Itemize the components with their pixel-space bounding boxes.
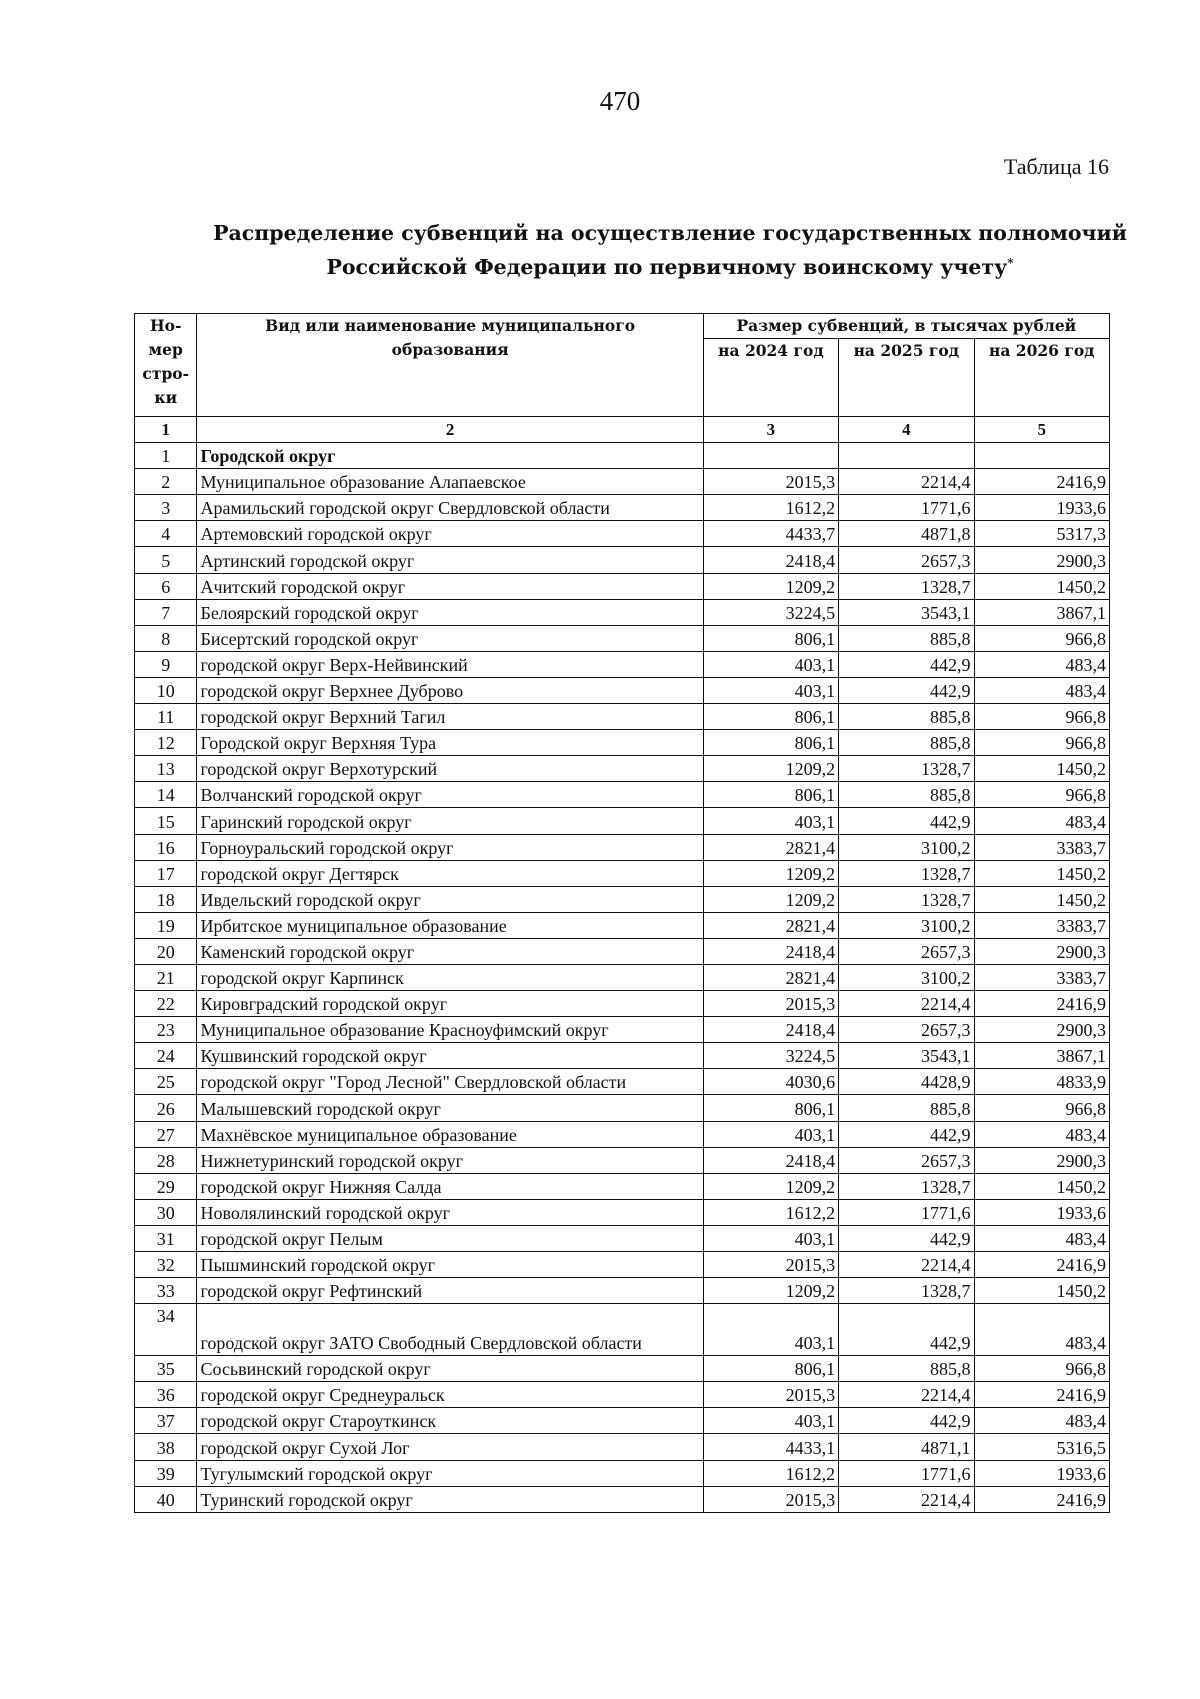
row-number-cell: 38 bbox=[135, 1434, 197, 1460]
row-number-cell: 27 bbox=[135, 1121, 197, 1147]
table-row bbox=[135, 1043, 1110, 1069]
amount-2025-cell: 3100,2 bbox=[839, 834, 974, 860]
table-row bbox=[135, 651, 1110, 677]
amount-2024-cell: 403,1 bbox=[703, 1121, 838, 1147]
amount-2025-cell: 2214,4 bbox=[839, 1486, 974, 1512]
municipality-name-cell: Муниципальное образование Алапаевское bbox=[197, 469, 703, 495]
header-index-cell: 2 bbox=[197, 417, 703, 443]
amount-2026-cell: 3383,7 bbox=[974, 964, 1109, 990]
header-row-number: Но- мер стро- ки bbox=[135, 314, 197, 417]
municipality-name-cell: Новолялинский городской округ bbox=[197, 1199, 703, 1225]
municipality-name-cell: Махнёвское муниципальное образование bbox=[197, 1121, 703, 1147]
row-number-cell: 20 bbox=[135, 938, 197, 964]
table-row bbox=[135, 1121, 1110, 1147]
header-amount-group: Размер субвенций, в тысячах рублей bbox=[703, 314, 1109, 339]
amount-2025-cell: 1328,7 bbox=[839, 756, 974, 782]
row-number-cell: 37 bbox=[135, 1408, 197, 1434]
table-row bbox=[135, 1434, 1110, 1460]
amount-2026-cell: 1450,2 bbox=[974, 1173, 1109, 1199]
table-row bbox=[135, 1252, 1110, 1278]
amount-2026-cell: 483,4 bbox=[974, 677, 1109, 703]
amount-2024-cell: 1209,2 bbox=[703, 573, 838, 599]
amount-2024-cell: 403,1 bbox=[703, 808, 838, 834]
table-row bbox=[135, 886, 1110, 912]
amount-2026-cell: 483,4 bbox=[974, 651, 1109, 677]
table-row bbox=[135, 860, 1110, 886]
row-number-cell: 17 bbox=[135, 860, 197, 886]
municipality-name-cell: Муниципальное образование Красноуфимский округ bbox=[197, 1017, 703, 1043]
amount-2024-cell: 2418,4 bbox=[703, 938, 838, 964]
municipality-name-cell: городской округ Дегтярск bbox=[197, 860, 703, 886]
amount-2025-cell: 1328,7 bbox=[839, 573, 974, 599]
table-row bbox=[135, 625, 1110, 651]
row-number-cell: 26 bbox=[135, 1095, 197, 1121]
amount-2026-cell: 483,4 bbox=[974, 1121, 1109, 1147]
amount-2026-cell: 1450,2 bbox=[974, 1278, 1109, 1304]
amount-2025-cell: 442,9 bbox=[839, 1408, 974, 1434]
table-row bbox=[135, 1486, 1110, 1512]
amount-2024-cell: 806,1 bbox=[703, 782, 838, 808]
amount-2024-cell: 2015,3 bbox=[703, 1252, 838, 1278]
amount-2025-cell: 2657,3 bbox=[839, 547, 974, 573]
row-number-cell: 13 bbox=[135, 756, 197, 782]
amount-2025-cell: 3100,2 bbox=[839, 912, 974, 938]
amount-2026-cell: 1450,2 bbox=[974, 573, 1109, 599]
amount-2025-cell: 2214,4 bbox=[839, 469, 974, 495]
amount-2026-cell: 5317,3 bbox=[974, 521, 1109, 547]
amount-2026-cell: 2416,9 bbox=[974, 1486, 1109, 1512]
header-index-cell: 5 bbox=[974, 417, 1109, 443]
header-index-cell: 4 bbox=[839, 417, 974, 443]
amount-2025-cell: 1328,7 bbox=[839, 860, 974, 886]
amount-2025-cell: 4871,8 bbox=[839, 521, 974, 547]
table-row bbox=[135, 1173, 1110, 1199]
amount-2026-cell: 3383,7 bbox=[974, 834, 1109, 860]
amount-2026-cell: 1933,6 bbox=[974, 1460, 1109, 1486]
row-number-cell: 19 bbox=[135, 912, 197, 938]
table-row bbox=[135, 1278, 1110, 1304]
amount-2026-cell: 3867,1 bbox=[974, 1043, 1109, 1069]
amount-2026-cell: 966,8 bbox=[974, 1356, 1109, 1382]
row-number-cell: 34 bbox=[135, 1304, 197, 1356]
municipality-name-cell: Городской округ bbox=[197, 443, 703, 469]
table-title bbox=[0, 216, 1200, 284]
table-row bbox=[135, 1408, 1110, 1434]
title-line-2 bbox=[0, 250, 1200, 284]
table-row bbox=[135, 1304, 1110, 1356]
municipality-name-cell: Сосьвинский городской округ bbox=[197, 1356, 703, 1382]
row-number-cell: 3 bbox=[135, 495, 197, 521]
row-number-cell: 7 bbox=[135, 599, 197, 625]
amount-2024-cell: 4433,7 bbox=[703, 521, 838, 547]
amount-2025-cell: 4428,9 bbox=[839, 1069, 974, 1095]
row-number-cell: 18 bbox=[135, 886, 197, 912]
municipality-name-cell: Артинский городской округ bbox=[197, 547, 703, 573]
table-row bbox=[135, 1095, 1110, 1121]
amount-2024-cell: 2418,4 bbox=[703, 1147, 838, 1173]
municipality-name-cell: городской округ Верхотурский bbox=[197, 756, 703, 782]
header-year-2024: на 2024 год bbox=[703, 339, 838, 417]
amount-2024-cell: 403,1 bbox=[703, 1225, 838, 1251]
row-number-cell: 15 bbox=[135, 808, 197, 834]
row-number-cell: 16 bbox=[135, 834, 197, 860]
table-row bbox=[135, 1382, 1110, 1408]
municipality-name-cell: Ивдельский городской округ bbox=[197, 886, 703, 912]
municipality-name-cell: Горноуральский городской округ bbox=[197, 834, 703, 860]
amount-2024-cell: 4030,6 bbox=[703, 1069, 838, 1095]
amount-2025-cell: 885,8 bbox=[839, 730, 974, 756]
amount-2025-cell: 442,9 bbox=[839, 1304, 974, 1356]
footnote-mark: * bbox=[1007, 256, 1014, 270]
row-number-cell: 1 bbox=[135, 443, 197, 469]
municipality-name-cell: Волчанский городской округ bbox=[197, 782, 703, 808]
amount-2026-cell: 966,8 bbox=[974, 730, 1109, 756]
municipality-name-cell: Гаринский городской округ bbox=[197, 808, 703, 834]
table-row bbox=[135, 1069, 1110, 1095]
amount-2026-cell bbox=[974, 443, 1109, 469]
amount-2026-cell: 966,8 bbox=[974, 625, 1109, 651]
amount-2024-cell: 2015,3 bbox=[703, 469, 838, 495]
amount-2024-cell: 3224,5 bbox=[703, 599, 838, 625]
table-row bbox=[135, 1356, 1110, 1382]
municipality-name-cell: Ачитский городской округ bbox=[197, 573, 703, 599]
table-row bbox=[135, 964, 1110, 990]
municipality-name-cell: городской округ Верх-Нейвинский bbox=[197, 651, 703, 677]
amount-2024-cell: 1612,2 bbox=[703, 1460, 838, 1486]
municipality-name-cell: городской округ Пелым bbox=[197, 1225, 703, 1251]
municipality-name-cell: городской округ Среднеуральск bbox=[197, 1382, 703, 1408]
page-number: 470 bbox=[599, 86, 641, 116]
row-number-cell: 11 bbox=[135, 704, 197, 730]
amount-2025-cell: 1328,7 bbox=[839, 1173, 974, 1199]
amount-2026-cell: 2900,3 bbox=[974, 547, 1109, 573]
amount-2026-cell: 3867,1 bbox=[974, 599, 1109, 625]
amount-2024-cell: 1612,2 bbox=[703, 1199, 838, 1225]
table-row bbox=[135, 808, 1110, 834]
municipality-name-cell: Кушвинский городской округ bbox=[197, 1043, 703, 1069]
municipality-name-cell: городской округ Нижняя Салда bbox=[197, 1173, 703, 1199]
table-row bbox=[135, 573, 1110, 599]
municipality-name-cell: городской округ Карпинск bbox=[197, 964, 703, 990]
row-number-cell: 33 bbox=[135, 1278, 197, 1304]
table-row bbox=[135, 756, 1110, 782]
row-number-cell: 40 bbox=[135, 1486, 197, 1512]
amount-2026-cell: 1450,2 bbox=[974, 756, 1109, 782]
amount-2024-cell: 403,1 bbox=[703, 1408, 838, 1434]
subvention-table bbox=[134, 313, 1110, 1513]
amount-2025-cell bbox=[839, 443, 974, 469]
amount-2026-cell: 483,4 bbox=[974, 1304, 1109, 1356]
row-number-cell: 29 bbox=[135, 1173, 197, 1199]
table-row bbox=[135, 834, 1110, 860]
table-body bbox=[135, 443, 1110, 1513]
amount-2025-cell: 4871,1 bbox=[839, 1434, 974, 1460]
row-number-cell: 4 bbox=[135, 521, 197, 547]
amount-2025-cell: 2657,3 bbox=[839, 1147, 974, 1173]
amount-2026-cell: 2416,9 bbox=[974, 1252, 1109, 1278]
table-row bbox=[135, 991, 1110, 1017]
municipality-name-cell: Белоярский городской округ bbox=[197, 599, 703, 625]
municipality-name-cell: Каменский городской округ bbox=[197, 938, 703, 964]
amount-2026-cell: 483,4 bbox=[974, 1225, 1109, 1251]
amount-2025-cell: 1328,7 bbox=[839, 886, 974, 912]
amount-2024-cell: 1209,2 bbox=[703, 1173, 838, 1199]
row-number-cell: 14 bbox=[135, 782, 197, 808]
municipality-name-cell: Артемовский городской округ bbox=[197, 521, 703, 547]
table-row bbox=[135, 521, 1110, 547]
row-number-cell: 10 bbox=[135, 677, 197, 703]
municipality-name-cell: городской округ "Город Лесной" Свердловской области bbox=[197, 1069, 703, 1095]
amount-2024-cell: 3224,5 bbox=[703, 1043, 838, 1069]
table-row bbox=[135, 547, 1110, 573]
amount-2024-cell: 806,1 bbox=[703, 704, 838, 730]
header-municipality-name: Вид или наименование муниципального образования bbox=[197, 314, 703, 417]
municipality-name-cell: городской округ Сухой Лог bbox=[197, 1434, 703, 1460]
row-number-cell: 30 bbox=[135, 1199, 197, 1225]
header-year-2026: на 2026 год bbox=[974, 339, 1109, 417]
amount-2026-cell: 483,4 bbox=[974, 1408, 1109, 1434]
row-number-cell: 21 bbox=[135, 964, 197, 990]
amount-2026-cell: 2416,9 bbox=[974, 1382, 1109, 1408]
table-row bbox=[135, 677, 1110, 703]
header-index-cell: 3 bbox=[703, 417, 838, 443]
table-row bbox=[135, 1147, 1110, 1173]
amount-2026-cell: 2416,9 bbox=[974, 991, 1109, 1017]
amount-2024-cell: 1209,2 bbox=[703, 756, 838, 782]
row-number-cell: 32 bbox=[135, 1252, 197, 1278]
amount-2025-cell: 1771,6 bbox=[839, 495, 974, 521]
municipality-name-cell: городской округ Рефтинский bbox=[197, 1278, 703, 1304]
amount-2025-cell: 442,9 bbox=[839, 651, 974, 677]
row-number-cell: 36 bbox=[135, 1382, 197, 1408]
amount-2026-cell: 966,8 bbox=[974, 782, 1109, 808]
amount-2025-cell: 442,9 bbox=[839, 808, 974, 834]
table-row bbox=[135, 469, 1110, 495]
municipality-name-cell: Пышминский городской округ bbox=[197, 1252, 703, 1278]
amount-2025-cell: 1771,6 bbox=[839, 1199, 974, 1225]
row-number-cell: 35 bbox=[135, 1356, 197, 1382]
amount-2024-cell: 1209,2 bbox=[703, 860, 838, 886]
table-row bbox=[135, 1199, 1110, 1225]
amount-2024-cell: 2821,4 bbox=[703, 834, 838, 860]
amount-2025-cell: 1771,6 bbox=[839, 1460, 974, 1486]
header-index-cell: 1 bbox=[135, 417, 197, 443]
row-number-cell: 25 bbox=[135, 1069, 197, 1095]
row-number-cell: 2 bbox=[135, 469, 197, 495]
amount-2025-cell: 885,8 bbox=[839, 704, 974, 730]
amount-2026-cell: 2416,9 bbox=[974, 469, 1109, 495]
municipality-name-cell: Туринский городской округ bbox=[197, 1486, 703, 1512]
municipality-name-cell: Тугулымский городской округ bbox=[197, 1460, 703, 1486]
amount-2024-cell: 2015,3 bbox=[703, 1486, 838, 1512]
amount-2026-cell: 2900,3 bbox=[974, 938, 1109, 964]
row-number-cell: 6 bbox=[135, 573, 197, 599]
table-row bbox=[135, 599, 1110, 625]
row-number-cell: 24 bbox=[135, 1043, 197, 1069]
table-label: Таблица 16 bbox=[1003, 154, 1109, 179]
amount-2025-cell: 442,9 bbox=[839, 1121, 974, 1147]
amount-2025-cell: 3543,1 bbox=[839, 1043, 974, 1069]
amount-2025-cell: 3543,1 bbox=[839, 599, 974, 625]
municipality-name-cell: Кировградский городской округ bbox=[197, 991, 703, 1017]
header-year-2025: на 2025 год bbox=[839, 339, 974, 417]
amount-2024-cell: 2015,3 bbox=[703, 1382, 838, 1408]
table-row bbox=[135, 495, 1110, 521]
amount-2025-cell: 885,8 bbox=[839, 1356, 974, 1382]
amount-2024-cell: 2015,3 bbox=[703, 991, 838, 1017]
table-row bbox=[135, 912, 1110, 938]
amount-2024-cell bbox=[703, 443, 838, 469]
table-header bbox=[135, 314, 1110, 443]
amount-2024-cell: 2821,4 bbox=[703, 964, 838, 990]
amount-2026-cell: 2900,3 bbox=[974, 1147, 1109, 1173]
municipality-name-cell: Нижнетуринский городской округ bbox=[197, 1147, 703, 1173]
municipality-name-cell: Арамильский городской округ Свердловской области bbox=[197, 495, 703, 521]
amount-2024-cell: 2418,4 bbox=[703, 547, 838, 573]
amount-2025-cell: 2214,4 bbox=[839, 991, 974, 1017]
amount-2025-cell: 442,9 bbox=[839, 1225, 974, 1251]
row-number-cell: 12 bbox=[135, 730, 197, 756]
municipality-name-cell: Бисертский городской округ bbox=[197, 625, 703, 651]
municipality-name-cell: городской округ Верхний Тагил bbox=[197, 704, 703, 730]
municipality-name-cell: городской округ ЗАТО Свободный Свердловской области bbox=[197, 1304, 703, 1356]
municipality-name-cell: городской округ Верхнее Дуброво bbox=[197, 677, 703, 703]
amount-2025-cell: 885,8 bbox=[839, 1095, 974, 1121]
amount-2024-cell: 4433,1 bbox=[703, 1434, 838, 1460]
amount-2024-cell: 403,1 bbox=[703, 677, 838, 703]
amount-2026-cell: 3383,7 bbox=[974, 912, 1109, 938]
table-row bbox=[135, 1225, 1110, 1251]
municipality-name-cell: Городской округ Верхняя Тура bbox=[197, 730, 703, 756]
amount-2024-cell: 806,1 bbox=[703, 730, 838, 756]
amount-2024-cell: 403,1 bbox=[703, 651, 838, 677]
table-row bbox=[135, 704, 1110, 730]
amount-2024-cell: 2821,4 bbox=[703, 912, 838, 938]
amount-2024-cell: 1209,2 bbox=[703, 886, 838, 912]
amount-2025-cell: 442,9 bbox=[839, 677, 974, 703]
amount-2026-cell: 1933,6 bbox=[974, 495, 1109, 521]
amount-2025-cell: 2214,4 bbox=[839, 1252, 974, 1278]
amount-2026-cell: 2900,3 bbox=[974, 1017, 1109, 1043]
amount-2026-cell: 4833,9 bbox=[974, 1069, 1109, 1095]
amount-2026-cell: 966,8 bbox=[974, 704, 1109, 730]
amount-2025-cell: 1328,7 bbox=[839, 1278, 974, 1304]
amount-2025-cell: 2657,3 bbox=[839, 1017, 974, 1043]
amount-2024-cell: 1612,2 bbox=[703, 495, 838, 521]
row-number-cell: 39 bbox=[135, 1460, 197, 1486]
amount-2025-cell: 3100,2 bbox=[839, 964, 974, 990]
municipality-name-cell: Малышевский городской округ bbox=[197, 1095, 703, 1121]
table-row bbox=[135, 443, 1110, 469]
row-number-cell: 5 bbox=[135, 547, 197, 573]
amount-2026-cell: 1450,2 bbox=[974, 886, 1109, 912]
amount-2026-cell: 966,8 bbox=[974, 1095, 1109, 1121]
row-number-cell: 8 bbox=[135, 625, 197, 651]
amount-2024-cell: 806,1 bbox=[703, 625, 838, 651]
title-line-1: Распределение субвенций на осуществление государственных полномочий bbox=[213, 221, 1127, 245]
table-row bbox=[135, 1460, 1110, 1486]
table-row bbox=[135, 1017, 1110, 1043]
row-number-cell: 9 bbox=[135, 651, 197, 677]
municipality-name-cell: городской округ Староуткинск bbox=[197, 1408, 703, 1434]
amount-2026-cell: 1933,6 bbox=[974, 1199, 1109, 1225]
amount-2026-cell: 1450,2 bbox=[974, 860, 1109, 886]
table-row bbox=[135, 730, 1110, 756]
amount-2024-cell: 403,1 bbox=[703, 1304, 838, 1356]
municipality-name-cell: Ирбитское муниципальное образование bbox=[197, 912, 703, 938]
amount-2025-cell: 2214,4 bbox=[839, 1382, 974, 1408]
table-row bbox=[135, 782, 1110, 808]
row-number-cell: 23 bbox=[135, 1017, 197, 1043]
header-index-row bbox=[135, 417, 1110, 443]
amount-2026-cell: 483,4 bbox=[974, 808, 1109, 834]
table-row bbox=[135, 938, 1110, 964]
amount-2026-cell: 5316,5 bbox=[974, 1434, 1109, 1460]
amount-2024-cell: 806,1 bbox=[703, 1356, 838, 1382]
amount-2025-cell: 885,8 bbox=[839, 625, 974, 651]
amount-2024-cell: 2418,4 bbox=[703, 1017, 838, 1043]
amount-2024-cell: 1209,2 bbox=[703, 1278, 838, 1304]
row-number-cell: 28 bbox=[135, 1147, 197, 1173]
amount-2024-cell: 806,1 bbox=[703, 1095, 838, 1121]
row-number-cell: 31 bbox=[135, 1225, 197, 1251]
amount-2025-cell: 2657,3 bbox=[839, 938, 974, 964]
title-line-2-text: Российской Федерации по первичному воинскому учету bbox=[326, 255, 1008, 279]
row-number-cell: 22 bbox=[135, 991, 197, 1017]
amount-2025-cell: 885,8 bbox=[839, 782, 974, 808]
